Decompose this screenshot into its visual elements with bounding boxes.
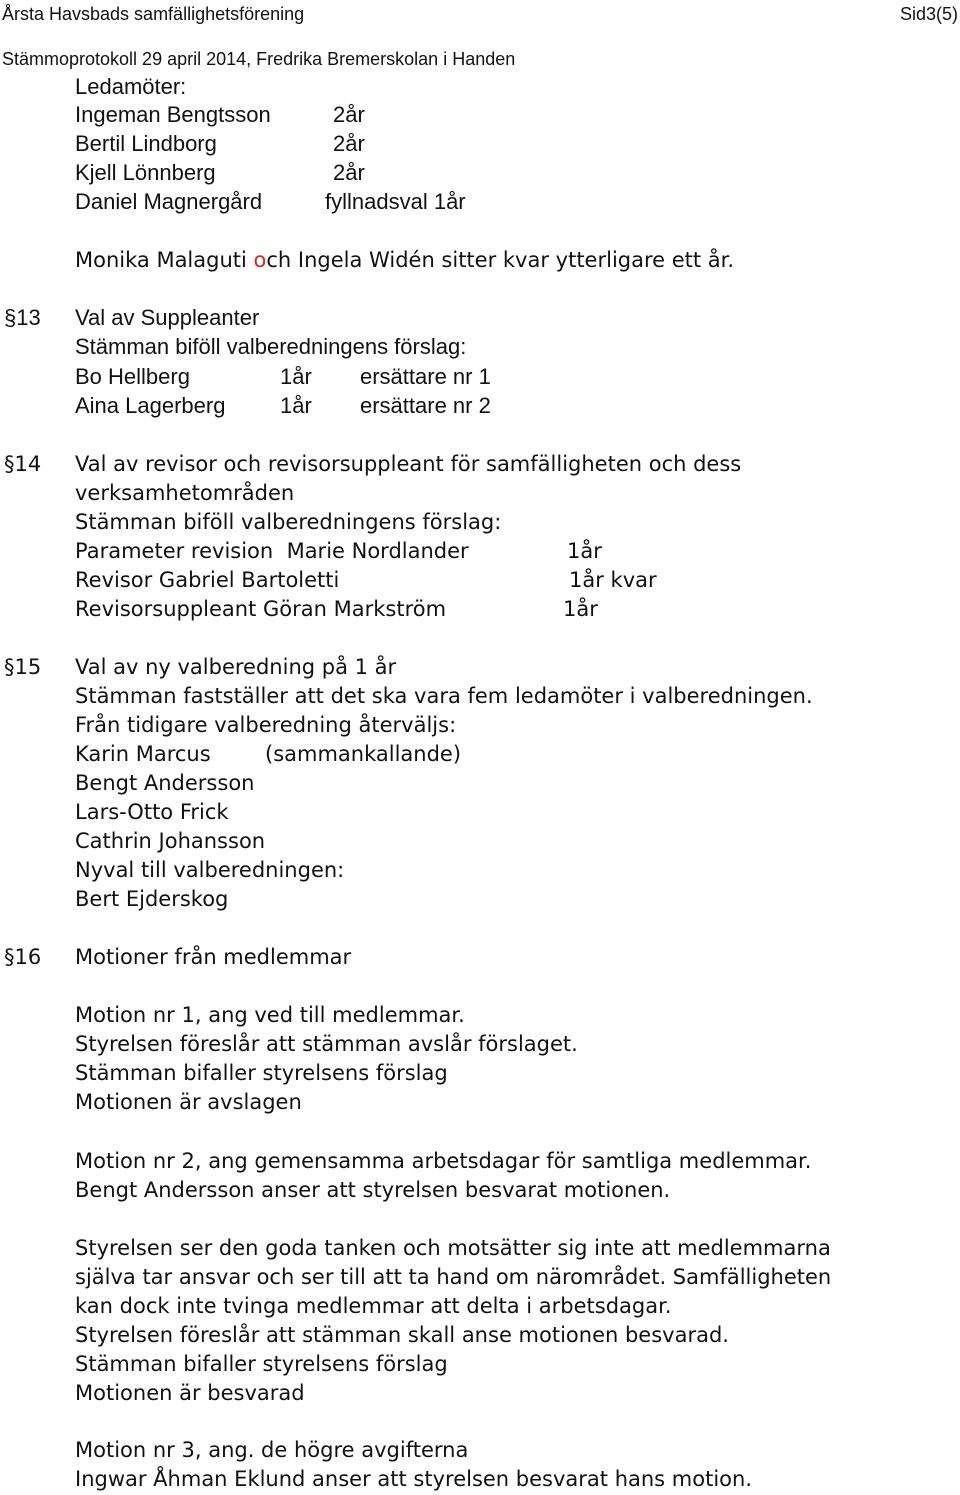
org-name: Årsta Havsbads samfällighetsförening bbox=[2, 4, 305, 24]
motion-1-line: Motionen är avslagen bbox=[75, 1090, 302, 1114]
substitute-role: ersättare nr 1 bbox=[360, 364, 491, 389]
motion-2-line: Bengt Andersson anser att styrelsen besvarat motionen. bbox=[75, 1178, 671, 1202]
new-member-heading: Nyval till valberedningen: bbox=[75, 858, 345, 882]
member-name: Bertil Lindborg bbox=[75, 131, 217, 156]
auditor-name: Revisor Gabriel Bartoletti bbox=[75, 568, 340, 592]
protocol-subtitle: Stämmoprotokoll 29 april 2014, Fredrika Bremerskolan i Handen bbox=[2, 49, 516, 69]
member-row bbox=[75, 131, 675, 157]
motion-2-line: Motion nr 2, ang gemensamma arbetsdagar för samtliga medlemmar. bbox=[75, 1149, 812, 1173]
convener-name: Karin Marcus bbox=[75, 742, 211, 766]
auditor-name: Parameter revision Marie Nordlander bbox=[75, 539, 469, 563]
member-name: Kjell Lönnberg bbox=[75, 160, 216, 185]
section-symbol: § bbox=[4, 305, 17, 330]
substitute-term: 1år bbox=[280, 393, 312, 418]
ledamoter-heading: Ledamöter: bbox=[75, 74, 187, 99]
motion-3-line: Motion nr 3, ang. de högre avgifterna bbox=[75, 1438, 469, 1462]
section-16-title: Motioner från medlemmar bbox=[75, 945, 352, 969]
committee-member: Lars-Otto Frick bbox=[75, 800, 229, 824]
substitute-row bbox=[75, 393, 675, 419]
section-13-number: §13 bbox=[4, 305, 41, 330]
member-name: Daniel Magnergård bbox=[75, 189, 263, 214]
substitute-row bbox=[75, 364, 675, 390]
section-15-reelect-heading: Från tidigare valberedning återväljs: bbox=[75, 713, 457, 737]
section-symbol: § bbox=[4, 945, 15, 969]
committee-member: Cathrin Johansson bbox=[75, 829, 266, 853]
section-13-title: Val av Suppleanter bbox=[75, 305, 260, 330]
member-term: 2år bbox=[333, 160, 365, 185]
section-14-title-cont: verksamhetområden bbox=[75, 481, 295, 505]
section-symbol: § bbox=[4, 452, 15, 476]
motion-3-line: Ingwar Åhman Eklund anser att styrelsen besvarat hans motion. bbox=[75, 1467, 753, 1491]
substitute-name: Bo Hellberg bbox=[75, 364, 190, 389]
auditor-row bbox=[75, 538, 875, 564]
auditor-name: Revisorsuppleant Göran Markström bbox=[75, 597, 447, 621]
motion-2-reply-line: Styrelsen föreslår att stämman skall anse motionen besvarad. bbox=[75, 1323, 729, 1347]
substitute-name: Aina Lagerberg bbox=[75, 393, 226, 418]
auditor-term: 1år bbox=[563, 597, 598, 621]
page-number: Sid3(5) bbox=[899, 4, 958, 24]
motion-2-reply-line: kan dock inte tvinga medlemmar att delta i arbetsdagar. bbox=[75, 1294, 672, 1318]
committee-member: Bengt Andersson bbox=[75, 771, 255, 795]
motion-2-reply-line: Styrelsen ser den goda tanken och motsätter sig inte att medlemmarna bbox=[75, 1236, 831, 1260]
auditor-term: 1år kvar bbox=[569, 568, 657, 592]
member-term: fyllnadsval 1år bbox=[325, 189, 466, 214]
convener-role: (sammankallande) bbox=[265, 742, 462, 766]
motion-1-line: Stämman bifaller styrelsens förslag bbox=[75, 1061, 448, 1085]
substitute-role: ersättare nr 2 bbox=[360, 393, 491, 418]
member-row bbox=[75, 102, 675, 128]
motion-2-reply-line: själva tar ansvar och ser till att ta hand om närområdet. Samfälligheten bbox=[75, 1265, 832, 1289]
motion-1-line: Motion nr 1, ang ved till medlemmar. bbox=[75, 1003, 465, 1027]
motion-1-line: Styrelsen föreslår att stämman avslår förslaget. bbox=[75, 1032, 578, 1056]
member-row bbox=[75, 160, 675, 186]
section-14-title: Val av revisor och revisorsuppleant för samfälligheten och dess bbox=[75, 452, 742, 476]
member-name: Ingeman Bengtsson bbox=[75, 102, 271, 127]
new-committee-member: Bert Ejderskog bbox=[75, 887, 229, 911]
auditor-row bbox=[75, 567, 875, 593]
section-13-approved: Stämman biföll valberedningens förslag: bbox=[75, 334, 467, 359]
section-15-number: §15 bbox=[4, 655, 42, 679]
section-16-number: §16 bbox=[4, 945, 42, 969]
substitute-term: 1år bbox=[280, 364, 312, 389]
auditor-term: 1år bbox=[567, 539, 602, 563]
member-term: 2år bbox=[333, 131, 365, 156]
motion-2-reply-line: Stämman bifaller styrelsens förslag bbox=[75, 1352, 448, 1376]
section-symbol: § bbox=[4, 655, 15, 679]
committee-convener-row bbox=[75, 741, 675, 767]
section-14-number: §14 bbox=[4, 452, 42, 476]
highlighted-letter: o bbox=[253, 248, 267, 272]
remaining-members-note: Monika Malaguti och Ingela Widén sitter kvar ytterligare ett år. bbox=[75, 248, 735, 272]
member-row bbox=[75, 189, 675, 215]
section-15-decision: Stämman fastställer att det ska vara fem ledamöter i valberedningen. bbox=[75, 684, 813, 708]
member-term: 2år bbox=[333, 102, 365, 127]
motion-2-reply-line: Motionen är besvarad bbox=[75, 1381, 305, 1405]
auditor-row bbox=[75, 596, 875, 622]
section-14-approved: Stämman biföll valberedningens förslag: bbox=[75, 510, 502, 534]
section-15-title: Val av ny valberedning på 1 år bbox=[75, 655, 397, 679]
